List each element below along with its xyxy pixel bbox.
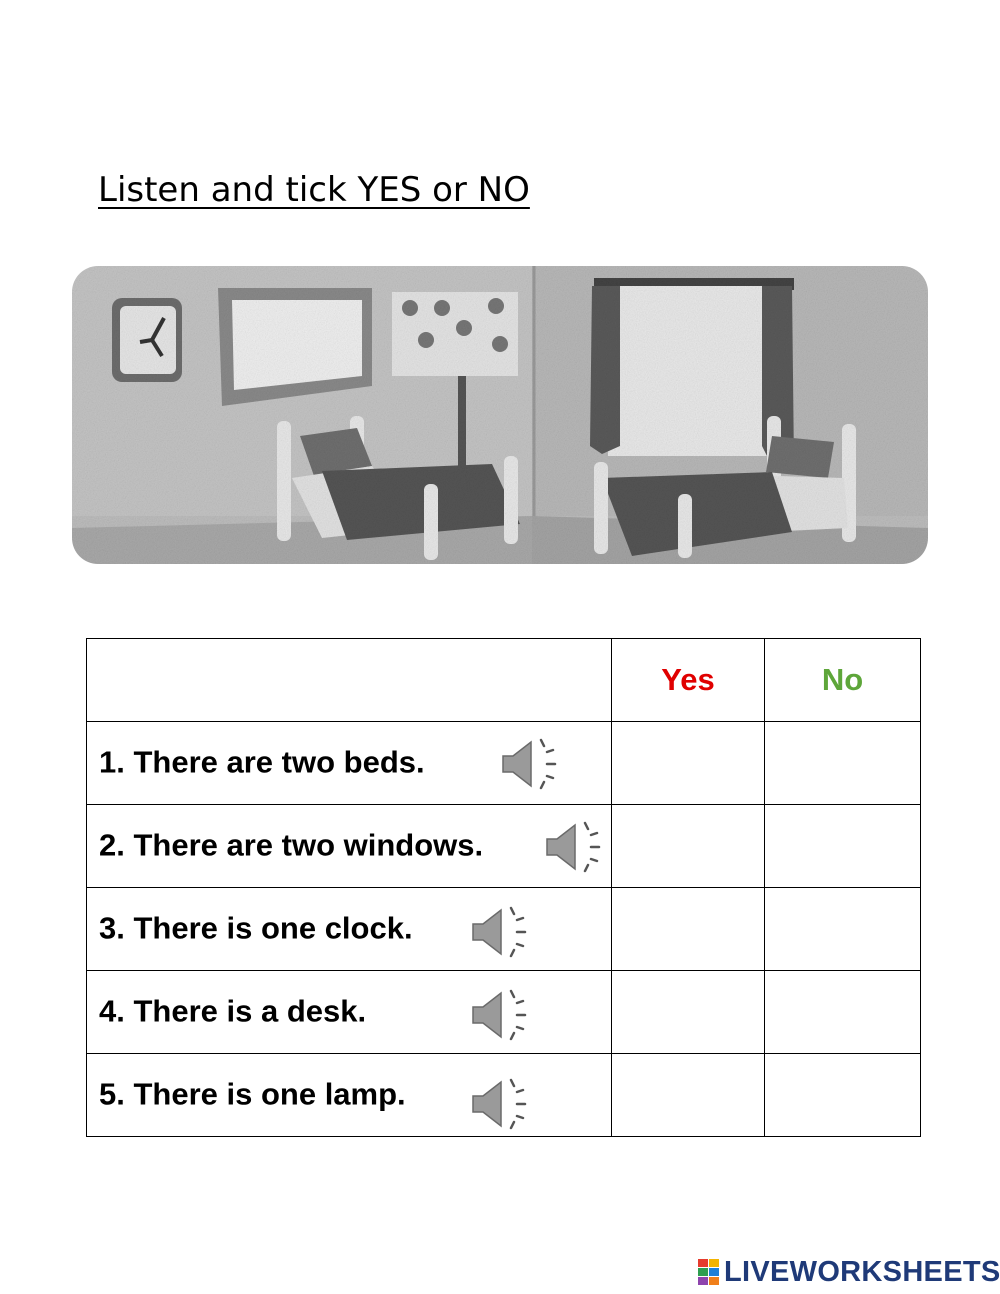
question-cell <box>87 722 612 805</box>
question-text: 4. There is a desk. <box>99 993 367 1029</box>
table-row <box>87 722 921 805</box>
no-header: No <box>765 639 921 722</box>
yes-tick-cell[interactable] <box>612 1054 765 1137</box>
yes-tick-cell[interactable] <box>612 722 765 805</box>
bedroom-illustration <box>72 266 928 564</box>
question-cell <box>87 805 612 888</box>
yes-tick-cell[interactable] <box>612 888 765 971</box>
table-row <box>87 805 921 888</box>
speaker-icon[interactable] <box>471 1076 529 1132</box>
yes-tick-cell[interactable] <box>612 805 765 888</box>
yes-header: Yes <box>612 639 765 722</box>
clock-icon <box>112 298 182 382</box>
logo-text: LIVEWORKSHEETS <box>724 1255 1000 1288</box>
table-header-row <box>87 639 921 722</box>
question-cell <box>87 971 612 1054</box>
question-cell <box>87 888 612 971</box>
table-row <box>87 1054 921 1137</box>
speaker-icon[interactable] <box>501 736 559 792</box>
no-tick-cell[interactable] <box>765 805 921 888</box>
no-tick-cell[interactable] <box>765 971 921 1054</box>
no-tick-cell[interactable] <box>765 1054 921 1137</box>
question-text: 2. There are two windows. <box>99 827 484 863</box>
question-text: 1. There are two beds. <box>99 744 425 780</box>
yes-tick-cell[interactable] <box>612 971 765 1054</box>
page-title: Listen and tick YES or NO <box>98 170 530 210</box>
answer-table <box>86 638 921 1137</box>
logo-blocks-icon <box>698 1259 720 1285</box>
liveworksheets-logo <box>698 1255 1000 1289</box>
no-tick-cell[interactable] <box>765 888 921 971</box>
table-row <box>87 888 921 971</box>
question-cell <box>87 1054 612 1137</box>
table-row <box>87 971 921 1054</box>
no-tick-cell[interactable] <box>765 722 921 805</box>
header-blank-cell <box>87 639 612 722</box>
question-text: 5. There is one lamp. <box>99 1076 406 1112</box>
speaker-icon[interactable] <box>545 819 603 875</box>
question-text: 3. There is one clock. <box>99 910 413 946</box>
speaker-icon[interactable] <box>471 904 529 960</box>
speaker-icon[interactable] <box>471 987 529 1043</box>
window-frame-icon <box>218 288 372 406</box>
window-curtains-icon <box>590 278 794 466</box>
